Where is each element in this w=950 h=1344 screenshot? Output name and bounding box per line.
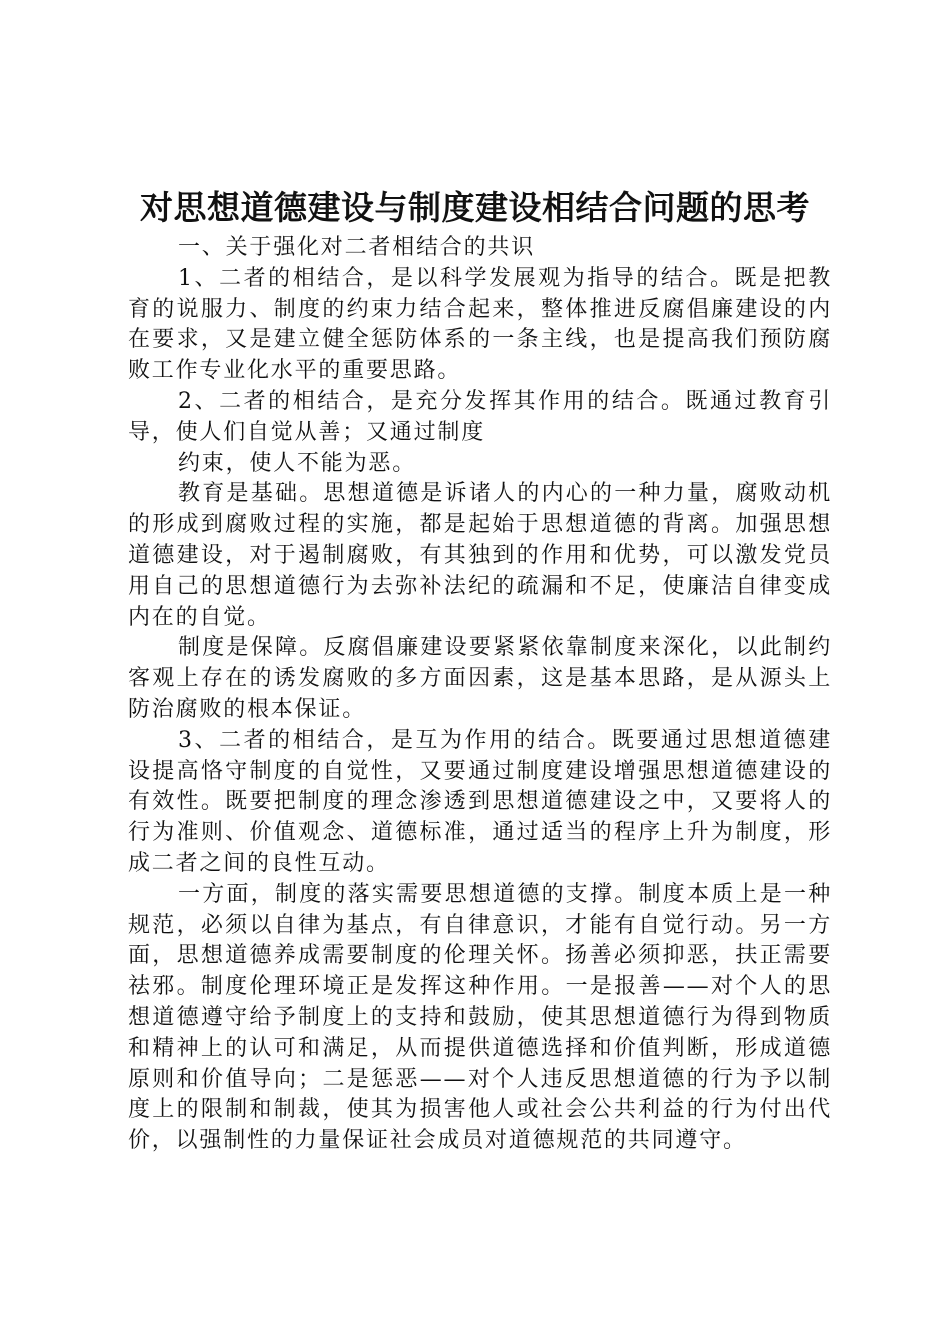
document-body <box>128 233 832 1157</box>
section-heading: 一、关于强化对二者相结合的共识 <box>178 235 536 260</box>
paragraph-point-1: 1、二者的相结合，是以科学发展观为指导的结合。既是把教育的说服力、制度的约束力结合起来，整体推进反腐倡廉建设的内在要求，又是建立健全惩防体系的一条主线，也是提高我们预防腐败工作专业化水平的重要思路。 <box>128 265 832 384</box>
document-title: 对思想道德建设与制度建设相结合问题的思考 <box>140 188 810 227</box>
paragraph-point-3: 3、二者的相结合，是互为作用的结合。既要通过思想道德建设提高恪守制度的自觉性，又要通过制度建设增强思想道德建设的有效性。既要把制度的理念渗透到思想道德建设之中，又要将人的行为准则、价值观念、道德标准，通过适当的程序上升为制度，形成二者之间的良性互动。 <box>128 727 832 876</box>
paragraph-point-2: 2、二者的相结合，是充分发挥其作用的结合。既通过教育引导，使人们自觉从善；又通过制度 <box>128 388 832 445</box>
paragraph-on-one-hand: 一方面，制度的落实需要思想道德的支撑。制度本质上是一种规范，必须以自律为基点，有自律意识，才能有自觉行动。另一方面，思想道德养成需要制度的伦理关怀。扬善必须抑恶，扶正需要祛邪。制度伦理环境正是发挥这种作用。一是报善——对个人的思想道德遵守给予制度上的支持和鼓励，使其思想道德行为得到物质和精神上的认可和满足，从而提供道德选择和价值判断，形成道德原则和价值导向；二是惩恶——对个人违反思想道德的行为予以制度上的限制和制裁，使其为损害他人或社会公共利益的行为付出代价，以强制性的力量保证社会成员对道德规范的共同遵守。 <box>128 881 832 1154</box>
paragraph-point-2-continued: 约束，使人不能为恶。 <box>178 450 417 476</box>
paragraph-system-guarantee: 制度是保障。反腐倡廉建设要紧紧依靠制度来深化，以此制约客观上存在的诱发腐败的多方面因素，这是基本思路，是从源头上防治腐败的根本保证。 <box>128 635 832 722</box>
paragraph-education-basis: 教育是基础。思想道德是诉诸人的内心的一种力量，腐败动机的形成到腐败过程的实施，都是起始于思想道德的背离。加强思想道德建设，对于遏制腐败，有其独到的作用和优势，可以激发党员用自己的思想道德行为去弥补法纪的疏漏和不足，使廉洁自律变成内在的自觉。 <box>128 481 832 630</box>
